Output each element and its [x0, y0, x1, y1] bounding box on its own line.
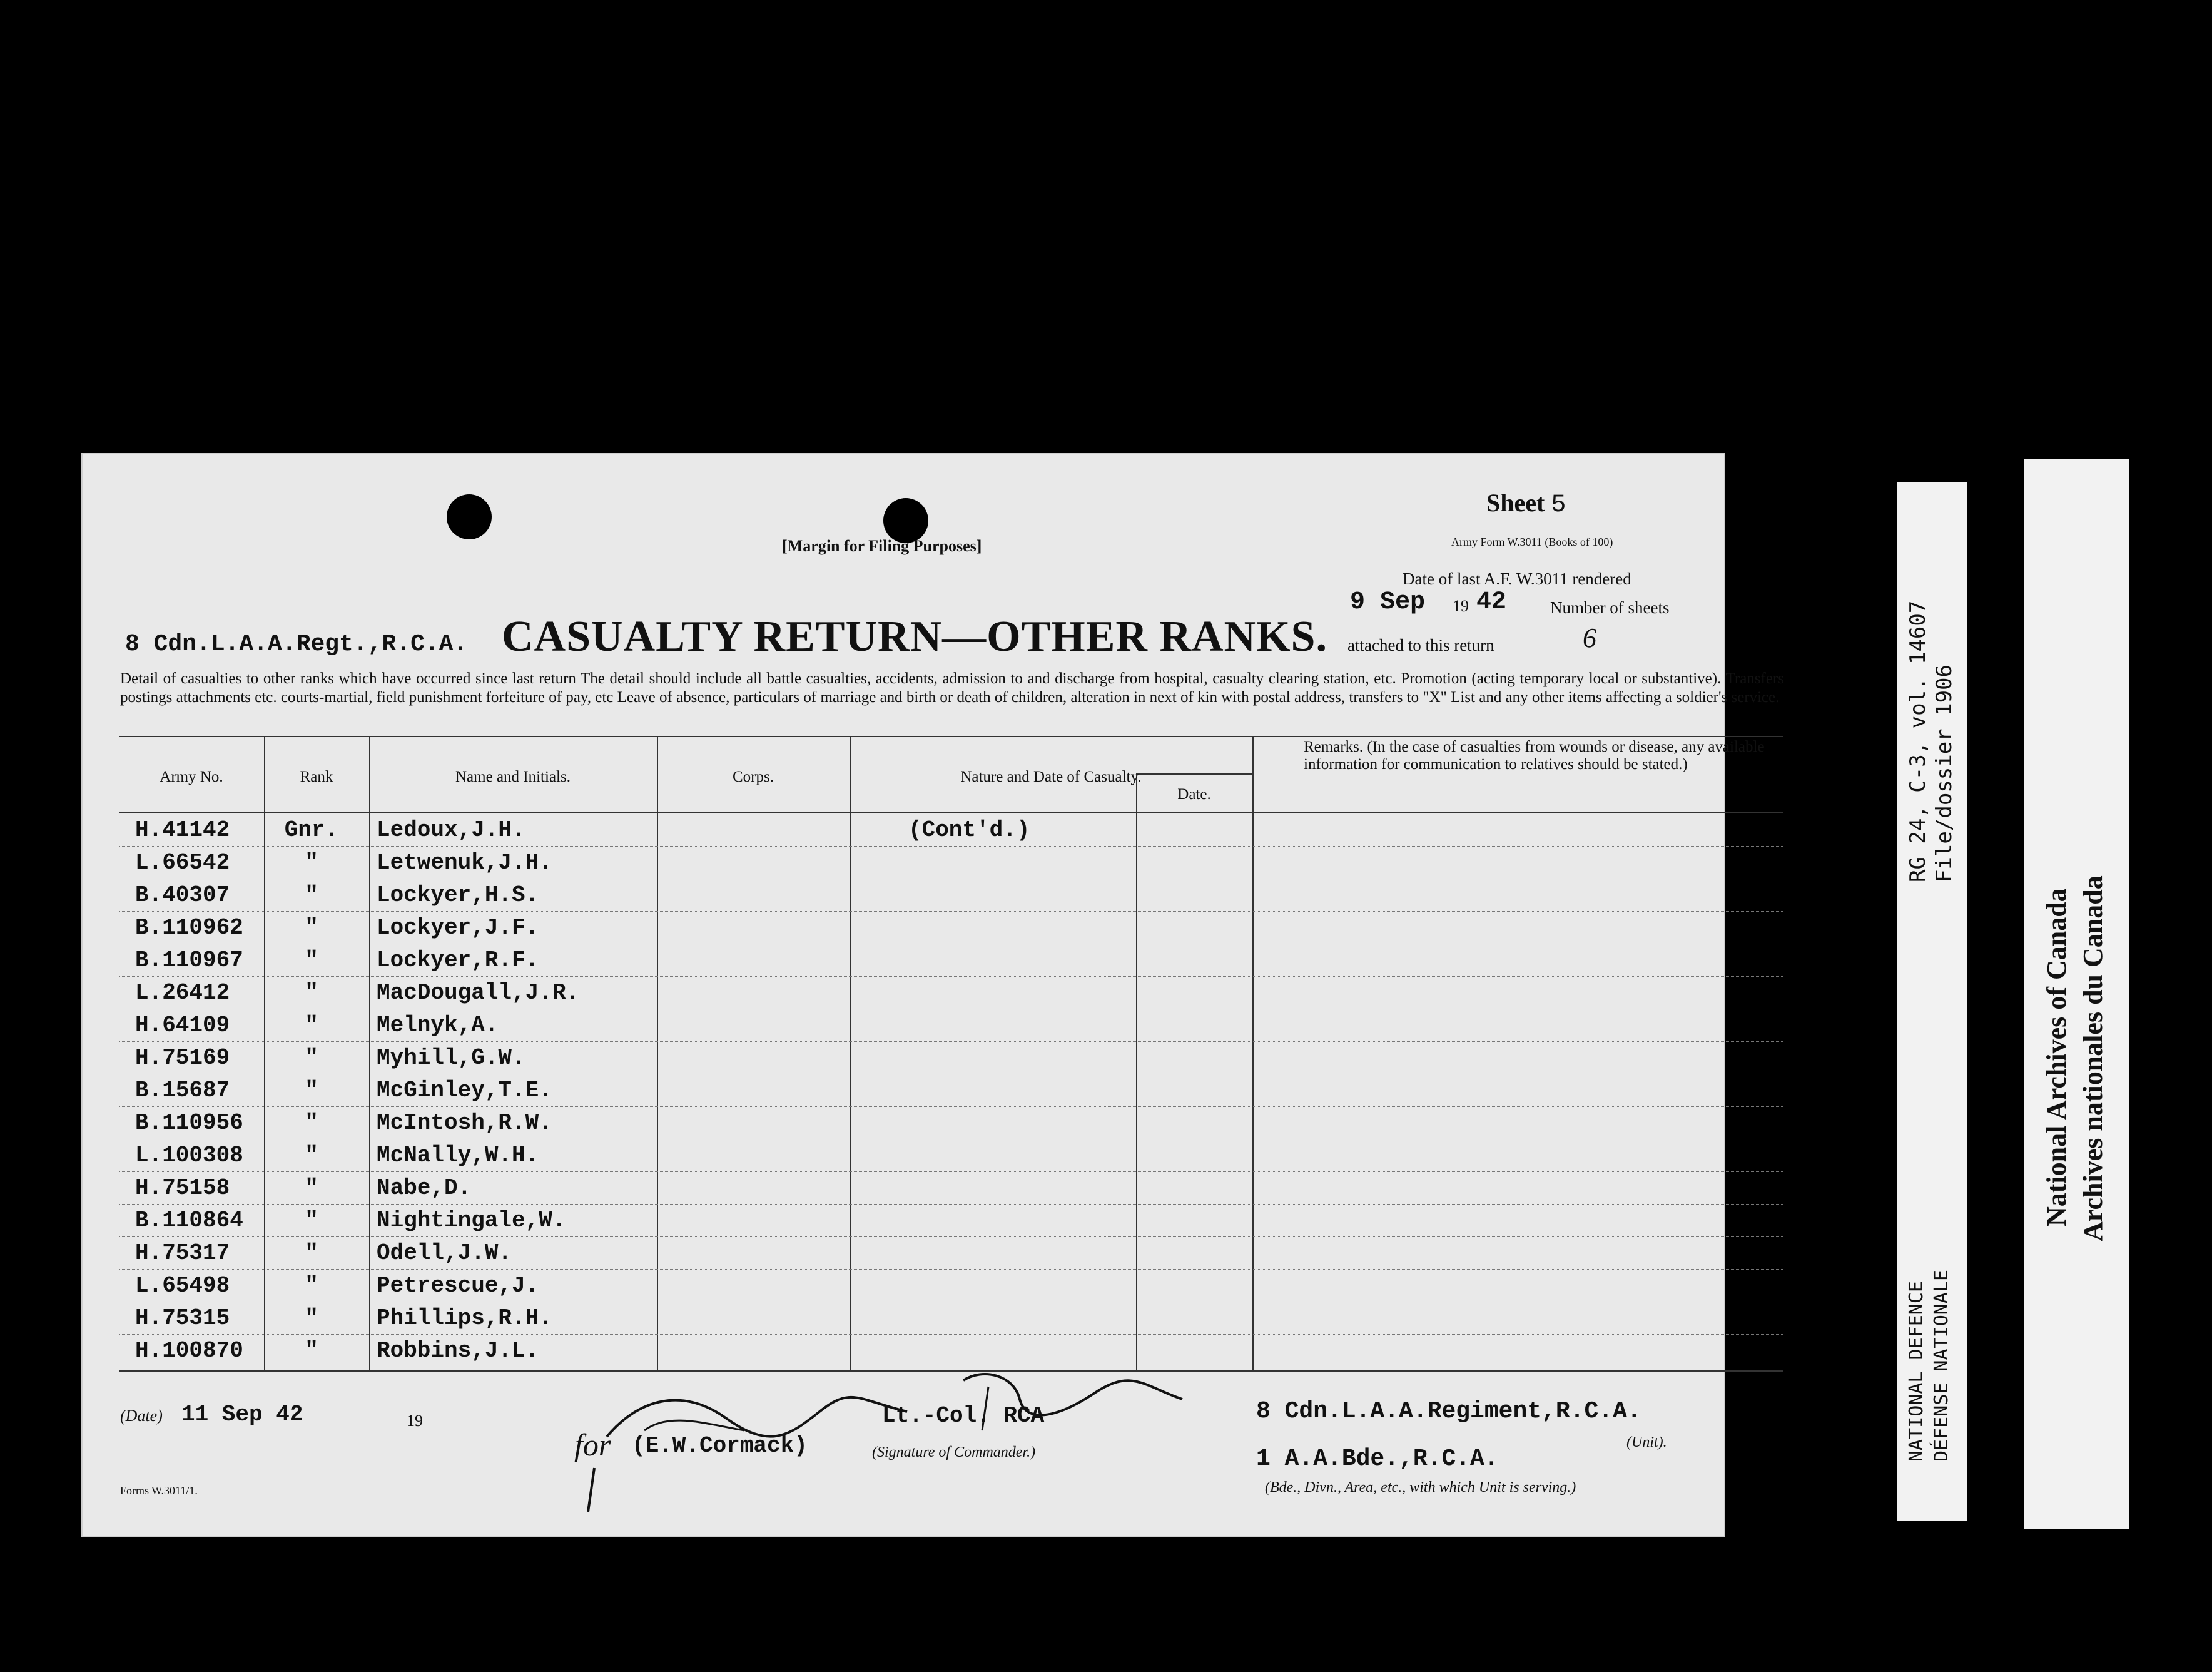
brigade-label: (Bde., Divn., Area, etc., with which Unit is serving.) — [1265, 1479, 1576, 1496]
table-row — [119, 947, 1783, 982]
commander-rank: Lt.-Col. RCA — [882, 1403, 1045, 1429]
name-cell: McGinley,T.E. — [377, 1078, 552, 1103]
rank-cell: " — [305, 1012, 318, 1038]
department-line2: DÉFENSE NATIONALE — [1930, 1269, 1952, 1462]
header-date: Date. — [1177, 786, 1211, 803]
rank-cell: " — [305, 850, 318, 875]
attached-label: attached to this return — [1347, 636, 1494, 655]
date-label: (Date) — [120, 1407, 163, 1425]
table-row — [119, 817, 1783, 852]
rank-cell: " — [305, 1110, 318, 1136]
department-line1: NATIONAL DEFENCE — [1905, 1281, 1927, 1462]
row-rule — [119, 846, 1783, 847]
table-row — [119, 980, 1783, 1015]
army-no-cell: B.40307 — [135, 882, 230, 908]
attached-value: 6 — [1583, 623, 1596, 653]
rank-cell: " — [305, 1240, 318, 1266]
row-rule — [119, 1204, 1783, 1205]
name-cell: Nabe,D. — [377, 1175, 472, 1201]
header-army-no: Army No. — [160, 768, 223, 785]
name-cell: Lockyer,H.S. — [377, 882, 539, 908]
header-rank: Rank — [300, 768, 333, 785]
army-no-cell: H.75169 — [135, 1045, 230, 1071]
army-no-cell: H.75315 — [135, 1305, 230, 1331]
date-value: 11 Sep 42 — [181, 1402, 303, 1427]
year-value: 42 — [1476, 588, 1507, 616]
header-remarks: Remarks. (In the case of casualties from wounds or disease, any available information for communication to relatives should be stated.) — [1304, 738, 1765, 773]
header-name: Name and Initials. — [455, 768, 571, 785]
name-cell: Myhill,G.W. — [377, 1045, 525, 1071]
table-row — [119, 1143, 1783, 1178]
army-no-cell: B.110962 — [135, 915, 243, 940]
row-rule — [119, 1106, 1783, 1107]
detail-instructions: Detail of casualties to other ranks which have occurred since last return The detail should include all battle casualties, accidents, admission to and discharge from hospital, casualty clearing station, etc. Promotion (acting temporary local or substantive). Transfers postings attachments etc. courts-martial, field punishment forfeiture of pay, etc Leave of absence, particulars of marriage and birth or death of children, alteration in next of kin with postal address, transfers to "X" List and any other items affecting a soldier's service. — [120, 670, 1784, 706]
signature-label: (Signature of Commander.) — [872, 1444, 1036, 1460]
table-row — [119, 1078, 1783, 1113]
name-cell: MacDougall,J.R. — [377, 980, 580, 1006]
name-cell: Lockyer,R.F. — [377, 947, 539, 973]
table-row — [119, 1273, 1783, 1308]
casualty-table — [119, 736, 1783, 1372]
table-row — [119, 1012, 1783, 1048]
unit-label: (Unit). — [1626, 1434, 1667, 1450]
row-rule — [119, 976, 1783, 977]
archives-name-fr: Archives nationales du Canada — [2078, 875, 2108, 1241]
rank-cell: " — [305, 915, 318, 940]
archive-reference-line1: RG 24, C-3, vol. 14607 — [1905, 600, 1930, 882]
for-text: for — [574, 1427, 611, 1462]
rank-cell: " — [305, 1273, 318, 1298]
year-prefix: 19 — [1453, 597, 1469, 615]
header-nature: Nature and Date of Casualty. — [960, 768, 1142, 785]
row-rule — [119, 1334, 1783, 1335]
row-rule — [119, 1041, 1783, 1042]
rank-cell: " — [305, 1208, 318, 1233]
army-no-cell: H.64109 — [135, 1012, 230, 1038]
sheet-number: Sheet 5 — [1486, 489, 1566, 519]
army-no-cell: B.110967 — [135, 947, 243, 973]
casualty-return-form — [81, 453, 1784, 1537]
rank-cell: " — [305, 1338, 318, 1364]
table-row — [119, 1110, 1783, 1145]
row-rule — [119, 1269, 1783, 1270]
filing-hole — [447, 494, 492, 539]
rank-cell: " — [305, 1143, 318, 1168]
rank-cell: Gnr. — [284, 817, 339, 843]
name-cell: Letwenuk,J.H. — [377, 850, 552, 875]
nature-cell: (Cont'd.) — [908, 817, 1030, 843]
rank-cell: " — [305, 980, 318, 1006]
army-no-cell: H.41142 — [135, 817, 230, 843]
date-last-label: Date of last A.F. W.3011 rendered — [1403, 569, 1631, 588]
table-row — [119, 1305, 1783, 1340]
name-cell: McNally,W.H. — [377, 1143, 539, 1168]
archives-name-en: National Archives of Canada — [2041, 888, 2072, 1226]
name-cell: Phillips,R.H. — [377, 1305, 552, 1331]
army-no-cell: L.66542 — [135, 850, 230, 875]
name-cell: Odell,J.W. — [377, 1240, 512, 1266]
army-no-cell: B.110956 — [135, 1110, 243, 1136]
army-no-cell: B.15687 — [135, 1078, 230, 1103]
header-corps: Corps. — [733, 768, 774, 785]
rank-cell: " — [305, 882, 318, 908]
brigade-value: 1 A.A.Bde.,R.C.A. — [1256, 1445, 1499, 1472]
army-no-cell: L.26412 — [135, 980, 230, 1006]
name-cell: McIntosh,R.W. — [377, 1110, 552, 1136]
rank-cell: " — [305, 1078, 318, 1103]
number-sheets-label: Number of sheets — [1550, 598, 1670, 617]
army-no-cell: B.110864 — [135, 1208, 243, 1233]
name-cell: Petrescue,J. — [377, 1273, 539, 1298]
army-form-label: Army Form W.3011 (Books of 100) — [1451, 536, 1613, 548]
name-cell: Ledoux,J.H. — [377, 817, 525, 843]
name-cell: Lockyer,J.F. — [377, 915, 539, 940]
name-cell: Nightingale,W. — [377, 1208, 566, 1233]
name-cell: Robbins,J.L. — [377, 1338, 539, 1364]
archive-reference-line2: File/dossier 1906 — [1932, 665, 1957, 882]
unit-value: 8 Cdn.L.A.A.Regiment,R.C.A. — [1256, 1398, 1641, 1425]
date-last-value: 9 Sep — [1350, 588, 1426, 616]
rank-cell: " — [305, 1175, 318, 1201]
commander-name: (E.W.Cormack) — [632, 1433, 808, 1459]
army-no-cell: L.65498 — [135, 1273, 230, 1298]
rank-cell: " — [305, 947, 318, 973]
army-no-cell: H.100870 — [135, 1338, 243, 1364]
table-row — [119, 1208, 1783, 1243]
table-row — [119, 915, 1783, 950]
name-cell: Melnyk,A. — [377, 1012, 499, 1038]
margin-label: [Margin for Filing Purposes] — [782, 537, 982, 555]
table-row — [119, 882, 1783, 917]
row-rule — [119, 1236, 1783, 1237]
form-title: CASUALTY RETURN—OTHER RANKS. — [502, 613, 1327, 661]
unit-header: 8 Cdn.L.A.A.Regt.,R.C.A. — [125, 631, 468, 658]
form-number: Forms W.3011/1. — [120, 1484, 198, 1497]
army-no-cell: H.75158 — [135, 1175, 230, 1201]
rank-cell: " — [305, 1305, 318, 1331]
row-rule — [119, 911, 1783, 912]
table-row — [119, 850, 1783, 885]
table-row — [119, 1045, 1783, 1080]
army-no-cell: L.100308 — [135, 1143, 243, 1168]
rank-cell: " — [305, 1045, 318, 1071]
table-row — [119, 1175, 1783, 1210]
army-no-cell: H.75317 — [135, 1240, 230, 1266]
table-row — [119, 1240, 1783, 1275]
row-rule — [119, 1171, 1783, 1172]
date-year-prefix: 19 — [407, 1412, 423, 1430]
